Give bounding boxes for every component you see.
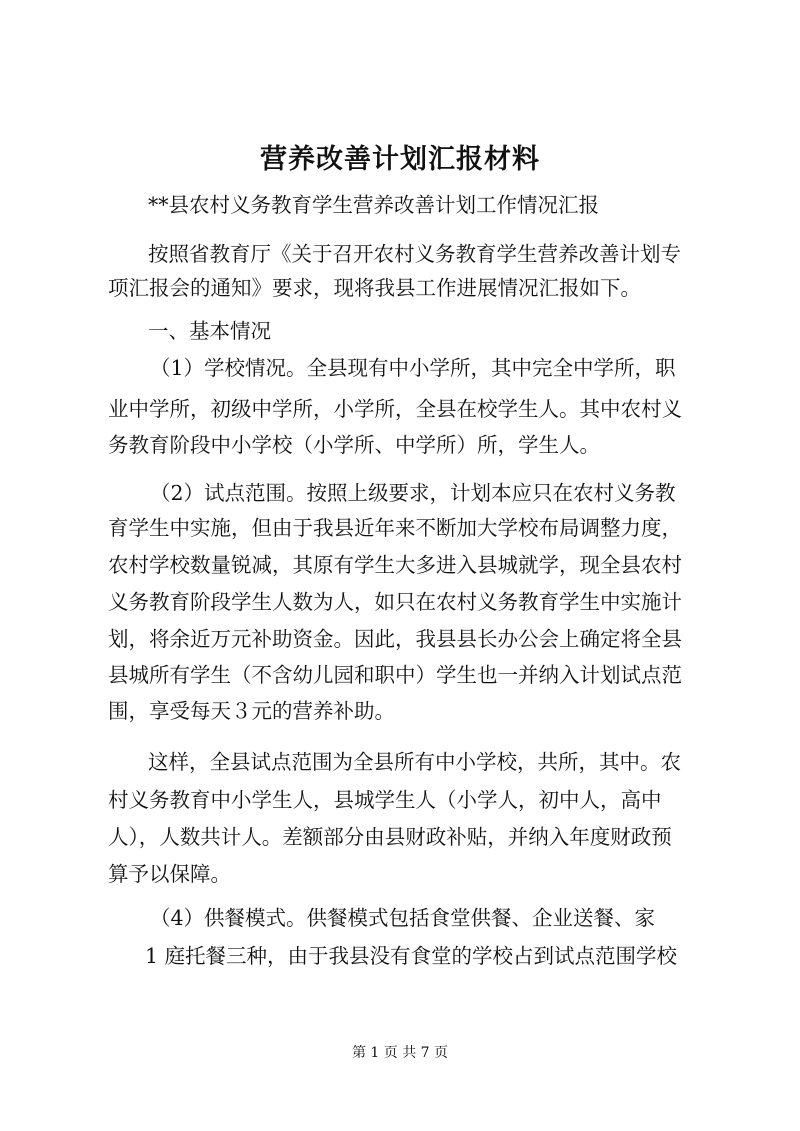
- document-title: 营养改善计划汇报材料: [260, 144, 540, 175]
- body-line: 育学生中实施，但由于我县近年来不断加大学校布局调整力度，: [108, 516, 682, 540]
- body-line: （4）供餐模式。供餐模式包括食堂供餐、企业送餐、家: [150, 906, 656, 930]
- page-footer: 第 1 页 共 7 页: [351, 1045, 449, 1061]
- body-line: 这样，全县试点范围为全县所有中小学校，共所，其中。农: [148, 750, 681, 774]
- body-line: 围，享受每天３元的营养补助。: [108, 699, 395, 723]
- body-line: 按照省教育厅《关于召开农村义务教育学生营养改善计划专: [148, 242, 681, 266]
- section-heading: 一、基本情况: [148, 319, 271, 343]
- body-line: （1）学校情况。全县现有中小学所，其中完全中学所，职: [150, 356, 676, 380]
- body-line: （2）试点范围。按照上级要求，计划本应只在农村义务教: [150, 481, 676, 505]
- body-line: 村义务教育中小学生人，县城学生人（小学人，初中人，高中: [108, 788, 662, 812]
- body-line: 项汇报会的通知》要求，现将我县工作进展情况汇报如下。: [108, 276, 641, 300]
- body-line: 业中学所，初级中学所，小学所，全县在校学生人。其中农村义: [108, 397, 682, 421]
- body-line: 务教育阶段中小学校（小学所、中学所）所，学生人。: [108, 433, 600, 457]
- body-line: 义务教育阶段学生人数为人，如只在农村义务教育学生中实施计: [108, 590, 682, 614]
- body-line: 算予以保障。: [108, 862, 231, 886]
- body-line: 划，将余近万元补助资金。因此，我县县长办公会上确定将全县: [108, 627, 682, 651]
- subtitle-line: **县农村义务教育学生营养改善计划工作情况汇报: [148, 193, 599, 217]
- body-line: 1 庭托餐三种，由于我县没有食堂的学校占到试点范围学校: [145, 944, 678, 968]
- body-line: 县城所有学生（不含幼儿园和职中）学生也一并纳入计划试点范: [108, 663, 682, 687]
- body-line: 人），人数共计人。差额部分由县财政补贴，并纳入年度财政预: [108, 825, 672, 849]
- body-line: 农村学校数量锐减，其原有学生大多进入县城就学，现全县农村: [108, 553, 682, 577]
